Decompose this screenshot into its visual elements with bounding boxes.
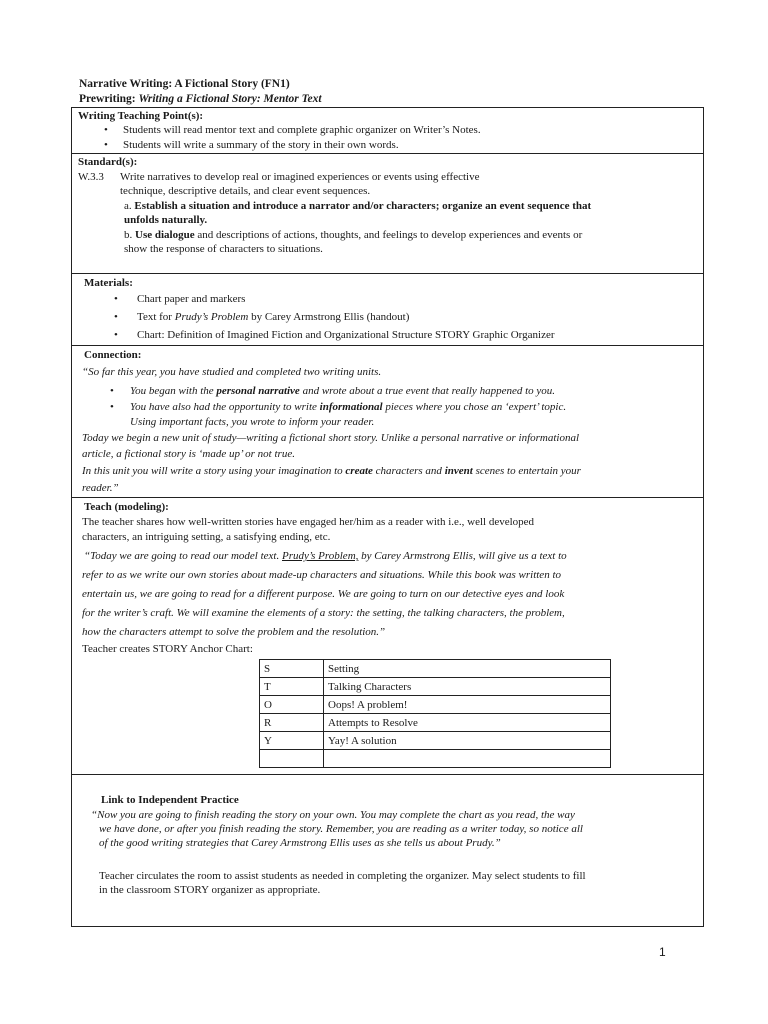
materials-item-text: Text for (137, 311, 172, 323)
standard-b-prefix: b. (124, 229, 133, 241)
materials-item: Chart: Definition of Imagined Fiction and Organizational Structure STORY Graphic Organizer (137, 329, 555, 341)
story-meaning: Setting (324, 660, 611, 678)
standard-b (124, 229, 582, 242)
anchor-chart-intro: Teacher creates STORY Anchor Chart: (82, 643, 253, 655)
connection-text: and wrote about a true event that really happened to you. (302, 385, 556, 397)
connection-section (72, 346, 703, 498)
connection-bold: create (345, 465, 373, 477)
teach-quote-text: for the writer’s craft. We will examine the elements of a story: the setting, the talking characters, the problem, (82, 607, 565, 619)
document-subtitle (79, 92, 322, 106)
connection-bold: invent (444, 465, 473, 477)
teach-heading: Teach (modeling): (84, 501, 169, 513)
connection-text: In this unit you will write a story using your imagination to (82, 465, 343, 477)
connection-bullet (130, 385, 555, 398)
story-meaning: Talking Characters (324, 678, 611, 696)
link-heading: Link to Independent Practice (101, 794, 239, 806)
standard-a-text: Establish a situation and introduce a narrator and/or characters; organize an event sequence that (134, 200, 592, 212)
story-letter: R (260, 714, 324, 732)
story-letter (260, 750, 324, 768)
connection-heading: Connection: (84, 349, 142, 361)
materials-item: Chart paper and markers (137, 293, 246, 305)
connection-intro: “So far this year, you have studied and completed two writing units. (82, 366, 382, 378)
standard-a-text: unfolds naturally. (124, 214, 208, 226)
teach-quote-text: “Today we are going to read our model text. (84, 550, 280, 562)
story-letter: Y (260, 732, 324, 750)
connection-bold: informational (319, 401, 383, 413)
materials-book-title: Prudy’s Problem (174, 311, 249, 323)
prewriting-title: Writing a Fictional Story: Mentor Text (138, 93, 322, 105)
connection-text: Using important facts, you wrote to inform your reader. (130, 416, 375, 428)
teach-book-title: Prudy’s Problem, (282, 550, 359, 562)
bullet-icon: • (114, 311, 118, 323)
materials-heading: Materials: (84, 277, 133, 289)
story-meaning: Yay! A solution (324, 732, 611, 750)
standard-section (72, 154, 703, 274)
bullet-icon: • (114, 329, 118, 341)
connection-text: characters and (375, 465, 442, 477)
connection-text: scenes to entertain your (475, 465, 581, 477)
bullet-icon: • (110, 401, 114, 413)
teaching-point-item: Students will write a summary of the story in their own words. (123, 139, 399, 151)
link-text: “Now you are going to finish reading the story on your own. You may complete the chart as you read, the way (91, 809, 575, 821)
connection-text: article, a fictional story is ‘made up’ or not true. (82, 448, 295, 460)
standard-heading: Standard(s): (78, 156, 138, 168)
standard-text: Write narratives to develop real or imagined experiences or events using effective (120, 171, 480, 183)
materials-section (72, 274, 703, 346)
standard-b-text: and descriptions of actions, thoughts, and feelings to develop experiences and events or (197, 229, 583, 241)
connection-text (82, 465, 581, 478)
connection-bullet (130, 401, 566, 414)
connection-text: You began with the (130, 385, 214, 397)
materials-item-text: by Carey Armstrong Ellis (handout) (251, 311, 410, 323)
teaching-point-item: Students will read mentor text and complete graphic organizer on Writer’s Notes. (123, 124, 481, 136)
teach-quote-text: by Carey Armstrong Ellis, will give us a text to (361, 550, 567, 562)
story-letter: S (260, 660, 324, 678)
connection-text: reader.” (82, 482, 119, 494)
bullet-icon: • (114, 293, 118, 305)
teach-quote (84, 550, 567, 563)
page-number: 1 (659, 945, 666, 959)
story-row (260, 714, 611, 732)
lesson-table (71, 107, 704, 927)
connection-text: You have also had the opportunity to write (130, 401, 317, 413)
story-anchor-chart (259, 659, 611, 768)
link-section (72, 775, 703, 928)
story-row (260, 696, 611, 714)
link-text: of the good writing strategies that Carey Armstrong Ellis uses as she tells us about Prudy.” (99, 837, 501, 849)
teach-text: characters, an intriguing setting, a satisfying ending, etc. (82, 531, 331, 543)
story-row (260, 678, 611, 696)
teach-quote-text: entertain us, we are going to read for a different purpose. We are going to turn on our detective eyes and look (82, 588, 565, 600)
standard-b-bold: Use dialogue (135, 229, 195, 241)
story-meaning (324, 750, 611, 768)
bullet-icon: • (104, 139, 108, 151)
bullet-icon: • (110, 385, 114, 397)
story-meaning: Attempts to Resolve (324, 714, 611, 732)
standard-text: technique, descriptive details, and clear event sequences. (120, 185, 371, 197)
teaching-point-section (72, 108, 703, 154)
link-text: in the classroom STORY organizer as appropriate. (99, 884, 321, 896)
story-letter: O (260, 696, 324, 714)
prewriting-label: Prewriting: (79, 93, 136, 105)
bullet-icon: • (104, 124, 108, 136)
story-meaning: Oops! A problem! (324, 696, 611, 714)
link-text: we have done, or after you finish reading the story. Remember, you are reading as a writer today, so notice all (99, 823, 583, 835)
teaching-point-heading: Writing Teaching Point(s): (78, 110, 204, 122)
connection-text: pieces where you chose an ‘expert’ topic. (385, 401, 567, 413)
story-row (260, 750, 611, 768)
link-text: Teacher circulates the room to assist students as needed in completing the organizer. May select students to fill (99, 870, 586, 882)
story-letter: T (260, 678, 324, 696)
connection-text: Today we begin a new unit of study—writing a fictional short story. Unlike a personal narrative or informational (82, 432, 580, 444)
teach-quote-text: how the characters attempt to solve the problem and the resolution.” (82, 626, 386, 638)
standard-a-prefix: a. (124, 200, 132, 212)
standard-a (124, 200, 591, 213)
standard-code: W.3.3 (78, 171, 104, 183)
story-row (260, 660, 611, 678)
teach-text: The teacher shares how well-written stories have engaged her/him as a reader with i.e., well developed (82, 516, 535, 528)
connection-bold: personal narrative (216, 385, 300, 397)
teach-quote-text: refer to as we write our own stories about made-up characters and situations. While this book was written to (82, 569, 561, 581)
story-row (260, 732, 611, 750)
standard-b-text: show the response of characters to situations. (124, 243, 323, 255)
materials-item (137, 311, 409, 324)
document-title: Narrative Writing: A Fictional Story (FN1) (79, 78, 290, 90)
